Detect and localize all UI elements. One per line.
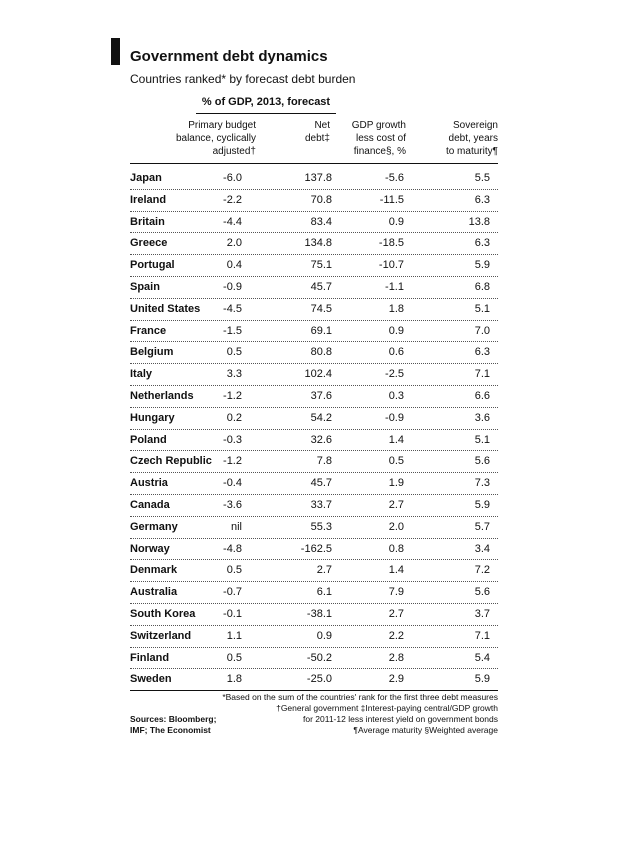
footnotes [170, 692, 498, 736]
maturity-value: 13.8 [468, 215, 490, 228]
country-name: Switzerland [130, 629, 192, 642]
maturity-value: 3.7 [474, 607, 490, 620]
country-name: Spain [130, 280, 160, 293]
maturity-value: 5.6 [474, 455, 490, 468]
maturity-value: 5.9 [474, 498, 490, 511]
gdp-growth-value: -10.7 [378, 259, 404, 272]
country-name: Italy [130, 368, 153, 381]
maturity-value: 7.1 [474, 629, 490, 642]
primary-balance-value: -6.0 [223, 172, 242, 184]
primary-balance-value: -4.5 [223, 302, 242, 315]
maturity-value: 7.2 [474, 564, 490, 577]
country-name: Sweden [130, 673, 172, 686]
sources-note: Sources: Bloomberg; IMF; The Economist [130, 714, 217, 735]
column-header-maturity: Sovereign debt, years to maturity¶ [445, 120, 498, 157]
maturity-value: 7.0 [474, 324, 490, 337]
country-name: Japan [130, 172, 162, 184]
table-row [130, 168, 498, 190]
table-row [130, 669, 498, 691]
table-row [130, 190, 498, 212]
table-row [130, 364, 498, 386]
column-group-label: % of GDP, 2013, forecast [201, 96, 331, 108]
country-name: Poland [130, 433, 167, 446]
country-name: Czech Republic [130, 455, 212, 468]
net-debt-value: -25.0 [306, 673, 332, 686]
table-row [130, 604, 498, 626]
country-name: South Korea [130, 607, 196, 620]
gdp-growth-value: 2.9 [388, 673, 404, 686]
country-name: Ireland [130, 193, 167, 206]
net-debt-value: 75.1 [310, 259, 332, 272]
gdp-growth-value: 2.0 [388, 520, 404, 533]
country-name: Denmark [130, 564, 178, 577]
primary-balance-value: 1.8 [226, 673, 242, 686]
net-debt-value: 55.3 [310, 520, 332, 533]
footnote-line: †General government ‡Interest-paying central/GDP growth [276, 703, 498, 713]
column-header-gdp-growth: GDP growth less cost of finance§, % [351, 120, 406, 157]
country-name: Finland [130, 651, 170, 664]
gdp-growth-value: 0.8 [388, 542, 404, 555]
footnote-line: for 2011-12 less interest yield on government bonds [303, 714, 498, 724]
footnote-line: ¶Average maturity §Weighted average [353, 725, 498, 735]
gdp-growth-value: 2.2 [388, 629, 404, 642]
gdp-growth-value: -1.1 [385, 280, 404, 293]
maturity-value: 5.7 [474, 520, 490, 533]
country-name: Britain [130, 215, 165, 228]
gdp-growth-value: 2.8 [388, 651, 404, 664]
maturity-value: 5.4 [474, 651, 490, 664]
gdp-growth-value: 0.3 [388, 389, 404, 402]
primary-balance-value: 0.5 [226, 564, 242, 577]
country-name: France [130, 324, 167, 337]
table-row [130, 539, 498, 561]
table-row [130, 517, 498, 539]
footnote-line: *Based on the sum of the countries' rank for the first three debt measures [222, 692, 498, 702]
net-debt-value: 37.6 [310, 389, 332, 402]
gdp-growth-value: -0.9 [385, 411, 404, 424]
primary-balance-value: 0.5 [226, 346, 242, 359]
country-name: Portugal [130, 259, 175, 272]
net-debt-value: 32.6 [310, 433, 332, 446]
maturity-value: 5.1 [474, 302, 490, 315]
table-row [130, 626, 498, 648]
column-group-rule [196, 113, 336, 114]
table-row [130, 648, 498, 670]
gdp-growth-value: -5.6 [385, 172, 404, 184]
gdp-growth-value: -11.5 [379, 193, 404, 206]
table-row [130, 342, 498, 364]
country-name: United States [130, 302, 201, 315]
net-debt-value: 45.7 [310, 477, 332, 490]
primary-balance-value: -2.2 [223, 193, 242, 206]
maturity-value: 5.5 [474, 172, 490, 184]
net-debt-value: 70.8 [310, 193, 332, 206]
primary-balance-value: -4.8 [223, 542, 242, 555]
net-debt-value: 69.1 [310, 324, 332, 337]
table-row [130, 212, 498, 234]
country-name: Canada [130, 498, 170, 511]
net-debt-value: 7.8 [316, 455, 332, 468]
column-header-primary-balance: Primary budget balance, cyclically adjusted† [175, 120, 256, 157]
net-debt-value: 33.7 [310, 498, 332, 511]
primary-balance-value: -0.3 [223, 433, 242, 446]
net-debt-value: 45.7 [310, 280, 332, 293]
maturity-value: 5.9 [474, 259, 490, 272]
table-row [130, 430, 498, 452]
maturity-value: 7.1 [474, 368, 490, 381]
country-name: Austria [130, 477, 168, 490]
gdp-growth-value: 1.4 [388, 564, 404, 577]
primary-balance-value: -1.2 [223, 389, 242, 402]
maturity-value: 5.9 [474, 673, 490, 686]
net-debt-value: 80.8 [310, 346, 332, 359]
table-row [130, 582, 498, 604]
maturity-value: 6.3 [474, 237, 490, 250]
gdp-growth-value: 0.9 [388, 324, 404, 337]
maturity-value: 6.3 [474, 346, 490, 359]
gdp-growth-value: 0.5 [388, 455, 404, 468]
net-debt-value: 83.4 [310, 215, 332, 228]
table-row [130, 560, 498, 582]
debt-table [130, 168, 498, 691]
footer-rule [130, 690, 498, 691]
gdp-growth-value: 0.6 [388, 346, 404, 359]
primary-balance-value: 0.2 [226, 411, 242, 424]
net-debt-value: 74.5 [310, 302, 332, 315]
net-debt-value: 6.1 [316, 586, 332, 599]
gdp-growth-value: -2.5 [385, 368, 404, 381]
maturity-value: 3.6 [474, 411, 490, 424]
primary-balance-value: -0.7 [223, 586, 242, 599]
table-row [130, 408, 498, 430]
net-debt-value: 102.4 [304, 368, 332, 381]
table-row [130, 495, 498, 517]
net-debt-value: -38.1 [306, 607, 332, 620]
table-row [130, 473, 498, 495]
page-title: Government debt dynamics [130, 48, 328, 65]
table-row [130, 277, 498, 299]
net-debt-value: -50.2 [306, 651, 332, 664]
primary-balance-value: 1.1 [226, 629, 242, 642]
primary-balance-value: 0.4 [226, 259, 242, 272]
gdp-growth-value: 2.7 [388, 498, 404, 511]
country-name: Norway [130, 542, 170, 555]
table-row [130, 451, 498, 473]
primary-balance-value: -0.9 [223, 280, 242, 293]
primary-balance-value: -0.1 [223, 607, 242, 620]
primary-balance-value: nil [230, 520, 242, 533]
maturity-value: 5.1 [474, 433, 490, 446]
table-row [130, 321, 498, 343]
country-name: Germany [130, 520, 178, 533]
primary-balance-value: -1.5 [223, 324, 242, 337]
maturity-value: 3.4 [474, 542, 490, 555]
country-name: Hungary [130, 411, 175, 424]
net-debt-value: 54.2 [310, 411, 332, 424]
gdp-growth-value: -18.5 [378, 237, 404, 250]
gdp-growth-value: 2.7 [388, 607, 404, 620]
table-row [130, 386, 498, 408]
page-subtitle: Countries ranked* by forecast debt burden [130, 72, 356, 86]
table-row [130, 233, 498, 255]
country-name: Australia [130, 586, 178, 599]
primary-balance-value: -0.4 [223, 477, 242, 490]
net-debt-value: 0.9 [316, 629, 332, 642]
primary-balance-value: 2.0 [226, 237, 242, 250]
gdp-growth-value: 1.9 [388, 477, 404, 490]
country-name: Greece [130, 237, 168, 250]
title-accent-bar [111, 38, 120, 65]
maturity-value: 6.8 [474, 280, 490, 293]
primary-balance-value: 0.5 [226, 651, 242, 664]
net-debt-value: -162.5 [300, 542, 332, 555]
maturity-value: 6.3 [474, 193, 490, 206]
maturity-value: 5.6 [474, 586, 490, 599]
primary-balance-value: -1.2 [223, 455, 242, 468]
column-header-net-debt: Net debt‡ [304, 120, 330, 144]
maturity-value: 6.6 [474, 389, 490, 402]
country-name: Belgium [130, 346, 174, 359]
primary-balance-value: -3.6 [223, 498, 242, 511]
net-debt-value: 2.7 [316, 564, 332, 577]
gdp-growth-value: 0.9 [388, 215, 404, 228]
gdp-growth-value: 7.9 [388, 586, 404, 599]
primary-balance-value: -4.4 [223, 215, 242, 228]
net-debt-value: 134.8 [304, 237, 332, 250]
maturity-value: 7.3 [474, 477, 490, 490]
table-row [130, 299, 498, 321]
country-name: Netherlands [130, 389, 194, 402]
gdp-growth-value: 1.8 [388, 302, 404, 315]
gdp-growth-value: 1.4 [388, 433, 404, 446]
table-row [130, 255, 498, 277]
header-rule [130, 163, 498, 164]
net-debt-value: 137.8 [304, 172, 332, 184]
primary-balance-value: 3.3 [226, 368, 242, 381]
